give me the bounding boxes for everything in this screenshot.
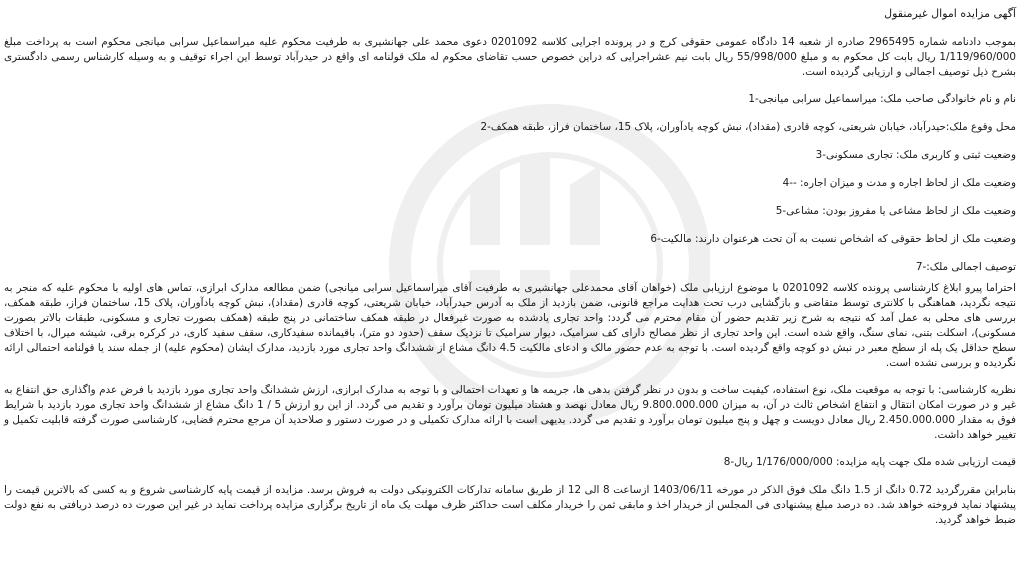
- notice-title: آگهی مزایده اموال غیرمنقول: [884, 7, 1016, 20]
- item-description-heading: توصیف اجمالی ملک:-7: [915, 261, 1016, 273]
- base-price-line: قیمت ارزیابی شده ملک جهت پایه مزایده: 1/176/000/000 ریال-8: [723, 456, 1016, 468]
- item-ownership-type: وضعیت ملک از لحاظ مشاعی یا مفروز بودن: مشاعی-5: [775, 205, 1016, 217]
- item-registration-status: وضعیت ثبتی و کاربری ملک: تجاری مسکونی-3: [815, 149, 1016, 161]
- intro-paragraph: بموجب دادنامه شماره 2965495 صادره از شعبه 14 دادگاه عمومی حقوقی کرج و در پرونده اجرایی کلاسه 0201092 دعوی محمد علی جهانشیری به طرفیت محکوم علیه میراسماعیل سرابی میانجی محکوم است به پرداخت مبلغ 1/119/960/000 ریال بابت کل محکوم به و مبلغ 55/998/000 ریال بابت نیم عشراجرایی که دراین خصوص حسب تقاضای محکوم له ملک قولنامه ای واقع در حیدرآباد توسط این اجراء توقیف و به وسیله کارشناس رسمی دادگستری بشرح ذیل توصیف اجمالی و ارزیابی گردیده است.: [4, 36, 1016, 78]
- description-paragraph: احتراما پیرو ابلاغ کارشناسی پرونده کلاسه 0201092 با موضوع ارزیابی ملک (خواهان آقای محمدعلی جهانشیری به طرفیت آقای میراسماعیل سرابی میانجی) ضمن مطالعه مدارک ابرازی، تماس های اولیه با محکوم علیه که منجر به نتیجه نگردید، هماهنگی با کلانتری توسط متقاضی و بازگشایی درب تحت هدایت مراجع قانونی، ضمن بازدید از ملک به آدرس حیدرآباد، خیابان شریعتی، کوچه قادری (مقداد)، نبش کوچه یادآوران، پلاک 15، ساختمان فراز، طبقه همکف، بررسی های محلی به عمل آمد که نتیجه به شرح زیر تقدیم حضور آن مقام محترم می گردد: واحد تجاری یادشده به صورت غیرفعال در طبقه همکف ساختمانی در پنج طبقه (همکف بصورت تجاری و مسکونی، طبقات بالاتر بصورت مسکونی)، اسکلت بتنی، نمای سنگ، واقع شده است. این واحد تجاری از نظر مصالح دارای کف سرامیک، دیوار سرامیک تا نزدیک سقف (حدود دو متر)، باقیمانده سفیدکاری، سقف سفید کاری، در کرکره برقی، شیشه میرال، با اختلاف سطح حداقل یک پله از سطح معبر در نبش دو کوچه واقع گردیده است. با توجه به عدم حضور مالک و ادعای مالکیت 4.5 دانگ مشاع از ششدانگ واحد تجاری مورد بازدید، مدارک ایشان (محکوم علیه) از جمله سند یا قولنامه احتمالی ارائه نگردیده و بررسی نشده است.: [4, 282, 1016, 369]
- auction-notice: [4, 6, 1016, 540]
- expert-opinion-paragraph: نظریه کارشناسی: با توجه به موقعیت ملک، نوع استفاده، کیفیت ساخت و بدون در نظر گرفتن بدهی ها، جریمه ها و تعهدات احتمالی و با توجه به مدارک ابرازی، ارزش ششدانگ واحد تجاری مورد بازدید با فرض عدم واگذاری حق انتفاع به غیر و در صورت امکان انتقال و انتفاع اشخاص ثالث در آن، به میزان 9.800.000.000 ریال معادل نهصد و هشتاد میلیون تومان برآورد و تقدیم می گردد. از این رو ارزش 5 / 1 دانگ مشاع از ششدانگ واحد تجاری مورد بازدید با شرایط فوق به مقدار 2.450.000.000 ریال معادل دویست و چهل و پنج میلیون تومان برآورد و تقدیم می گردد. بدیهی است با ارائه مدارک تکمیلی و در صورت دستور و صلاحدید آن مرجع محترم قضایی، کارشناسی صورت گرفته قابلیت تکمیل و تغییر خواهد داشت.: [4, 384, 1017, 441]
- item-lease-status: وضعیت ملک از لحاظ اجاره و مدت و میزان اجاره: --4: [782, 177, 1016, 189]
- item-owner-name: نام و نام خانوادگی صاحب ملک: میراسماعیل سرابی میانجی-1: [748, 93, 1016, 105]
- item-location: محل وقوع ملک:حیدرآباد، خیابان شریعتی، کوچه قادری (مقداد)، نبش کوچه یادآوران، پلاک 15، ساختمان فراز، طبقه همکف-2: [480, 121, 1016, 133]
- auction-terms-paragraph: بنابراین مقررگردید 0.72 دانگ از 1.5 دانگ ملک فوق الذکر در مورخه 1403/06/11 ازساعت 8 الی 12 از طریق سامانه تدارکات الکترونیکی دولت به فروش برسد. مزایده از قیمت پایه کارشناسی شروع و به کسی که بالاترین قیمت را پیشنهاد نماید فروخته خواهد شد. ده درصد مبلغ پیشنهادی فی المجلس از خریدار اخذ و مابقی ثمن را خریدار مکلف است حداکثر ظرف مهلت یک ماه از تاریخ برگزاری مزایده پرداخت نماید در غیر این صورت ده درصد دریافتی به نفع دولت ضبط خواهد گردید.: [4, 484, 1016, 526]
- item-legal-rights: وضعیت ملک از لحاظ حقوقی که اشخاص نسبت به آن تحت هرعنوان دارند: مالکیت-6: [650, 233, 1016, 245]
